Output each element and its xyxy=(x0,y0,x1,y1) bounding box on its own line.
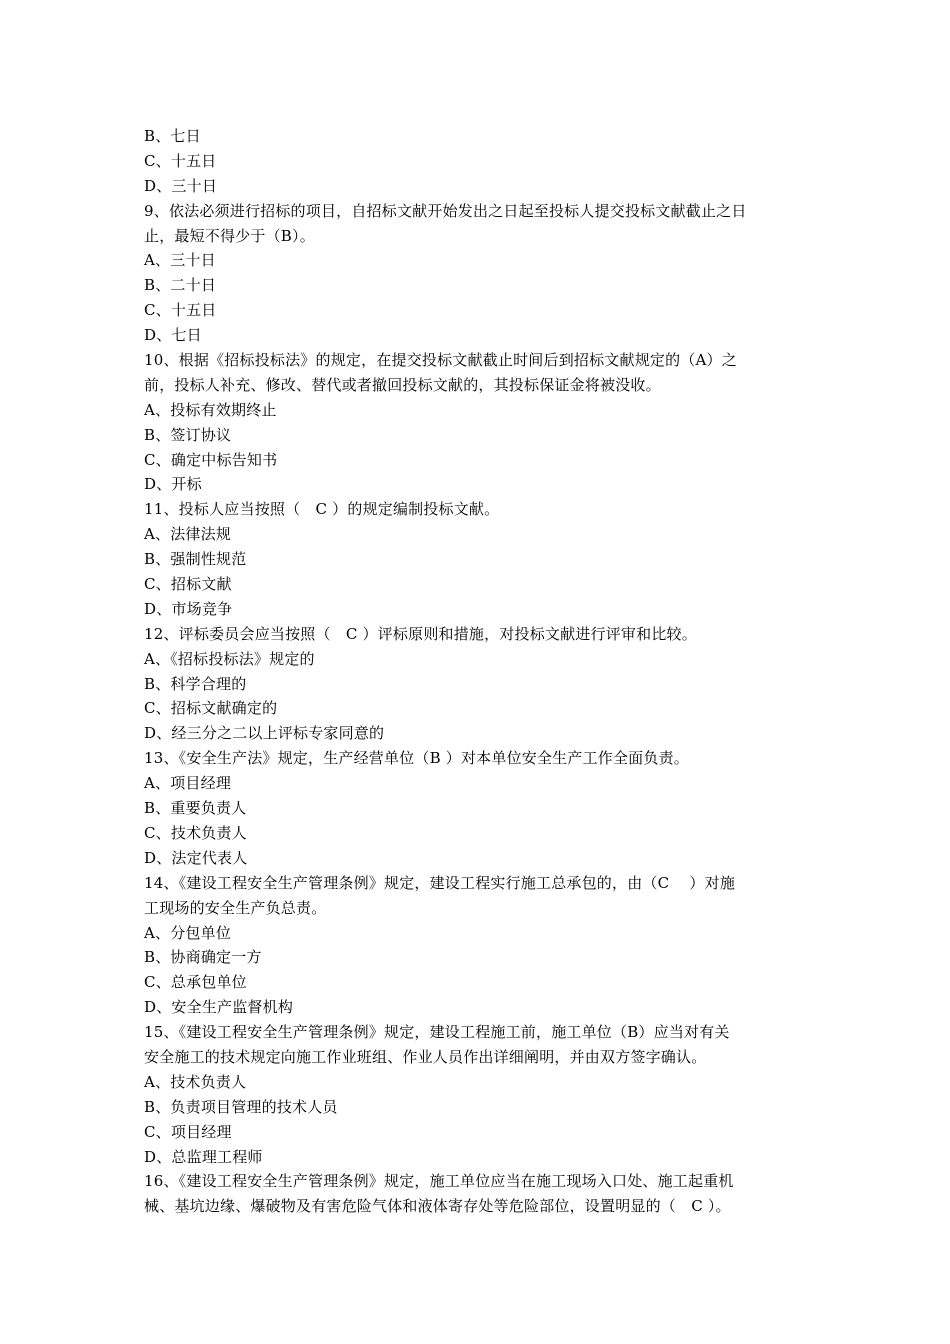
document-page xyxy=(144,124,808,1219)
option-d-q12: D、经三分之二以上评标专家同意的 xyxy=(144,724,385,743)
question-9-line-2: 止，最短不得少于（B）。 xyxy=(144,226,315,245)
option-b-q15: B、负责项目管理的技术人员 xyxy=(144,1097,338,1116)
option-a-q12: A、《招标投标法》规定的 xyxy=(144,649,315,668)
question-16-line-2: 械、基坑边缘、爆破物及有害危险气体和液体寄存处等危险部位，设置明显的（ C ）。 xyxy=(144,1197,731,1216)
option-d-q15: D、总监理工程师 xyxy=(144,1147,263,1166)
question-9-line-1: 9、依法必须进行招标的项目，自招标文献开始发出之日起至投标人提交投标文献截止之日 xyxy=(144,201,747,220)
option-a-q11: A、法律法规 xyxy=(144,525,232,544)
question-15-line-1: 15、《建设工程安全生产管理条例》规定，建设工程施工前，施工单位（B）应当对有关 xyxy=(144,1023,730,1042)
option-c-q11: C、招标文献 xyxy=(144,575,232,594)
question-13: 13、《安全生产法》规定，生产经营单位（B ）对本单位安全生产工作全面负责。 xyxy=(144,749,689,768)
question-16-line-1: 16、《建设工程安全生产管理条例》规定，施工单位应当在施工现场入口处、施工起重机 xyxy=(144,1172,734,1191)
option-d-q11: D、市场竞争 xyxy=(144,599,233,618)
option-d-q9: D、七日 xyxy=(144,326,202,345)
option-b-q10: B、签订协议 xyxy=(144,425,232,444)
option-c-q13: C、技术负责人 xyxy=(144,823,247,842)
option-b-q13: B、重要负责人 xyxy=(144,799,247,818)
option-c-q12: C、招标文献确定的 xyxy=(144,699,278,718)
option-d-q14: D、安全生产监督机构 xyxy=(144,998,294,1017)
option-a-q15: A、技术负责人 xyxy=(144,1072,247,1091)
option-b-q8: B、七日 xyxy=(144,127,201,145)
question-10-line-1: 10、根据《招标投标法》的规定，在提交投标文献截止时间后到招标文献规定的（A）之 xyxy=(144,351,737,370)
option-c-q10: C、确定中标告知书 xyxy=(144,450,278,469)
question-11: 11、投标人应当按照（ C ）的规定编制投标文献。 xyxy=(144,500,500,519)
option-a-q13: A、项目经理 xyxy=(144,774,232,793)
option-c-q14: C、总承包单位 xyxy=(144,973,247,992)
option-c-q15: C、项目经理 xyxy=(144,1122,232,1141)
question-10-line-2: 前，投标人补充、修改、替代或者撤回投标文献的，其投标保证金将被没收。 xyxy=(144,375,661,394)
option-a-q9: A、三十日 xyxy=(144,251,216,270)
question-12: 12、评标委员会应当按照（ C ）评标原则和措施，对投标文献进行评审和比较。 xyxy=(144,624,697,643)
option-b-q14: B、协商确定一方 xyxy=(144,948,262,967)
option-a-q14: A、分包单位 xyxy=(144,923,232,942)
option-d-q10: D、开标 xyxy=(144,475,202,494)
option-d-q8: D、三十日 xyxy=(144,176,218,195)
option-b-q11: B、强制性规范 xyxy=(144,550,247,569)
question-14-line-2: 工现场的安全生产负总责。 xyxy=(144,898,327,917)
option-d-q13: D、法定代表人 xyxy=(144,848,248,867)
question-14-line-1: 14、《建设工程安全生产管理条例》规定，建设工程实行施工总承包的，由（C ）对施 xyxy=(144,873,736,892)
option-a-q10: A、投标有效期终止 xyxy=(144,400,277,419)
option-b-q9: B、二十日 xyxy=(144,276,217,295)
option-c-q9: C、十五日 xyxy=(144,301,217,320)
option-c-q8: C、十五日 xyxy=(144,151,217,170)
question-15-line-2: 安全施工的技术规定向施工作业班组、作业人员作出详细阐明，并由双方签字确认。 xyxy=(144,1047,707,1066)
option-b-q12: B、科学合理的 xyxy=(144,674,247,693)
